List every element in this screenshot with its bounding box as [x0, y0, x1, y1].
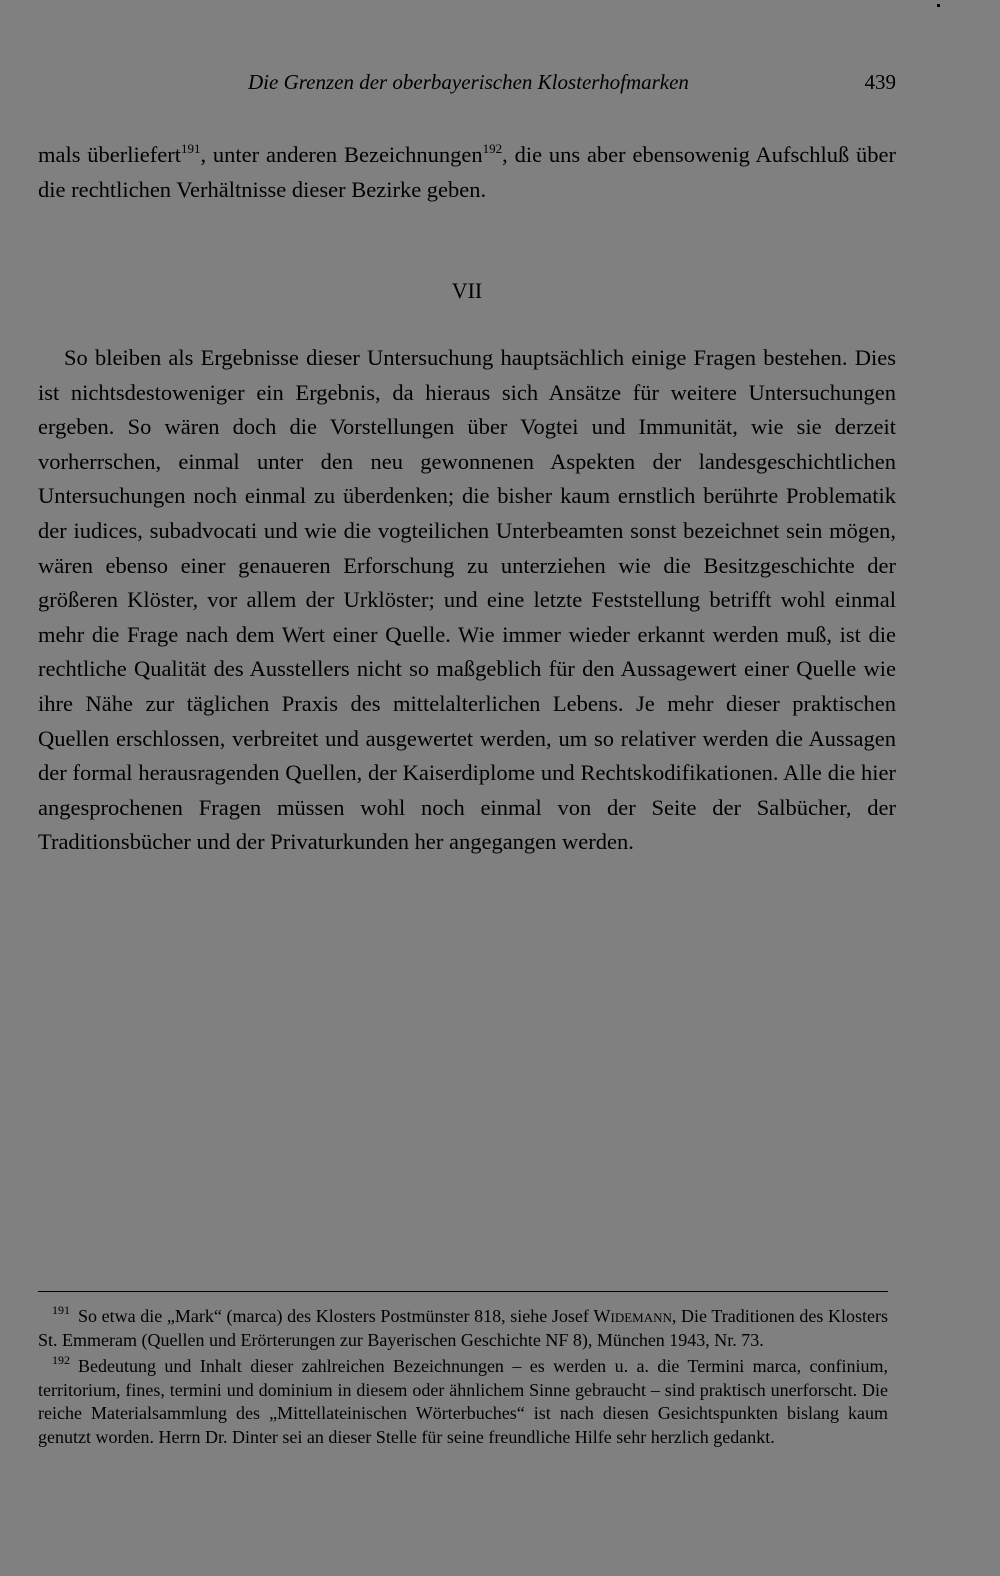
running-header [38, 70, 896, 100]
footnote-text: Bedeutung und Inhalt dieser zahlreichen Bezeichnungen – es werden u. a. die Termini marca, confinium, territorium, fines, termini und dominium in diesem oder ähnlichem Sinne gebraucht – sind praktisch unerforscht. Die reiche Materialsammlung des „Mittellateinischen Wörterbuches“ ist nach diesen Gesichtspunkten bislang kaum genutzt worden. Herrn Dr. Dinter sei an dieser Stelle für seine freundliche Hilfe sehr herzlich gedankt. [38, 1356, 888, 1447]
footnotes [38, 1305, 888, 1452]
footnote-ref-192[interactable]: 192 [482, 141, 503, 156]
footnote-text: So etwa die „Mark“ (marca) des Klosters Postmünster 818, siehe Josef [78, 1306, 594, 1326]
page-number: 439 [864, 70, 896, 94]
footnote-divider [38, 1291, 888, 1292]
running-title: Die Grenzen der oberbayerischen Klosterhofmarken [248, 70, 689, 94]
footnote-192 [38, 1355, 888, 1449]
section-heading: VII [451, 278, 483, 303]
paragraph-text: , unter anderen Bezeichnungen [200, 142, 483, 167]
footnote-number: 191 [52, 1303, 70, 1317]
paragraph-text: , die uns aber ebensowenig Aufschluß über die rechtlichen Verhältnisse dieser Bezirke geben. [38, 142, 897, 202]
footnote-text: , Die Traditionen des Klosters St. Emmeram (Quellen und Erörterungen zur Bayerischen Geschichte NF 8), München 1943, Nr. 73. [38, 1306, 888, 1350]
paragraph-text: mals überliefert [38, 142, 181, 167]
footnote-number: 192 [52, 1353, 70, 1367]
scan-speck [937, 4, 940, 7]
footnote-191 [38, 1305, 888, 1352]
continued-paragraph [38, 138, 896, 207]
footnote-ref-191[interactable]: 191 [181, 141, 201, 156]
footnote-author: Widemann [593, 1306, 672, 1326]
section-paragraph: So bleiben als Ergebnisse dieser Untersuchung hauptsächlich einige Fragen bestehen. Dies ist nichtsdestoweniger ein Ergebnis, da hieraus sich Ansätze für weitere Untersuchungen ergeben. So wären doch die Vorstellungen über Vogtei und Immunität, wie sie derzeit vorherrschen, einmal unter den neu gewonnenen Aspekten der landesgeschichtlichen Untersuchungen noch einmal zu überdenken; die bisher kaum ernstlich berührte Problematik der iudices, subadvocati und wie die vogteilichen Unterbeamten sonst bezeichnet sein mögen, wären ebenso einer genaueren Erforschung zu unterziehen wie die Besitzgeschichte der größeren Klöster, vor allem der Urklöster; und eine letzte Feststellung betrifft wohl einmal mehr die Frage nach dem Wert einer Quelle. Wie immer wieder erkannt werden muß, ist die rechtliche Qualität des Ausstellers nicht so maßgeblich für den Aussagewert einer Quelle wie ihre Nähe zur täglichen Praxis des mittelalterlichen Lebens. Je mehr dieser praktischen Quellen erschlossen, verbreitet und ausgewertet werden, um so relativer werden die Aussagen der formal herausragenden Quellen, der Kaiserdiplome und Rechtskodifikationen. Alle die hier angesprochenen Fragen müssen wohl noch einmal von der Seite der Salbücher, der Traditionsbücher und der Privaturkunden her angegangen werden. [38, 345, 896, 855]
